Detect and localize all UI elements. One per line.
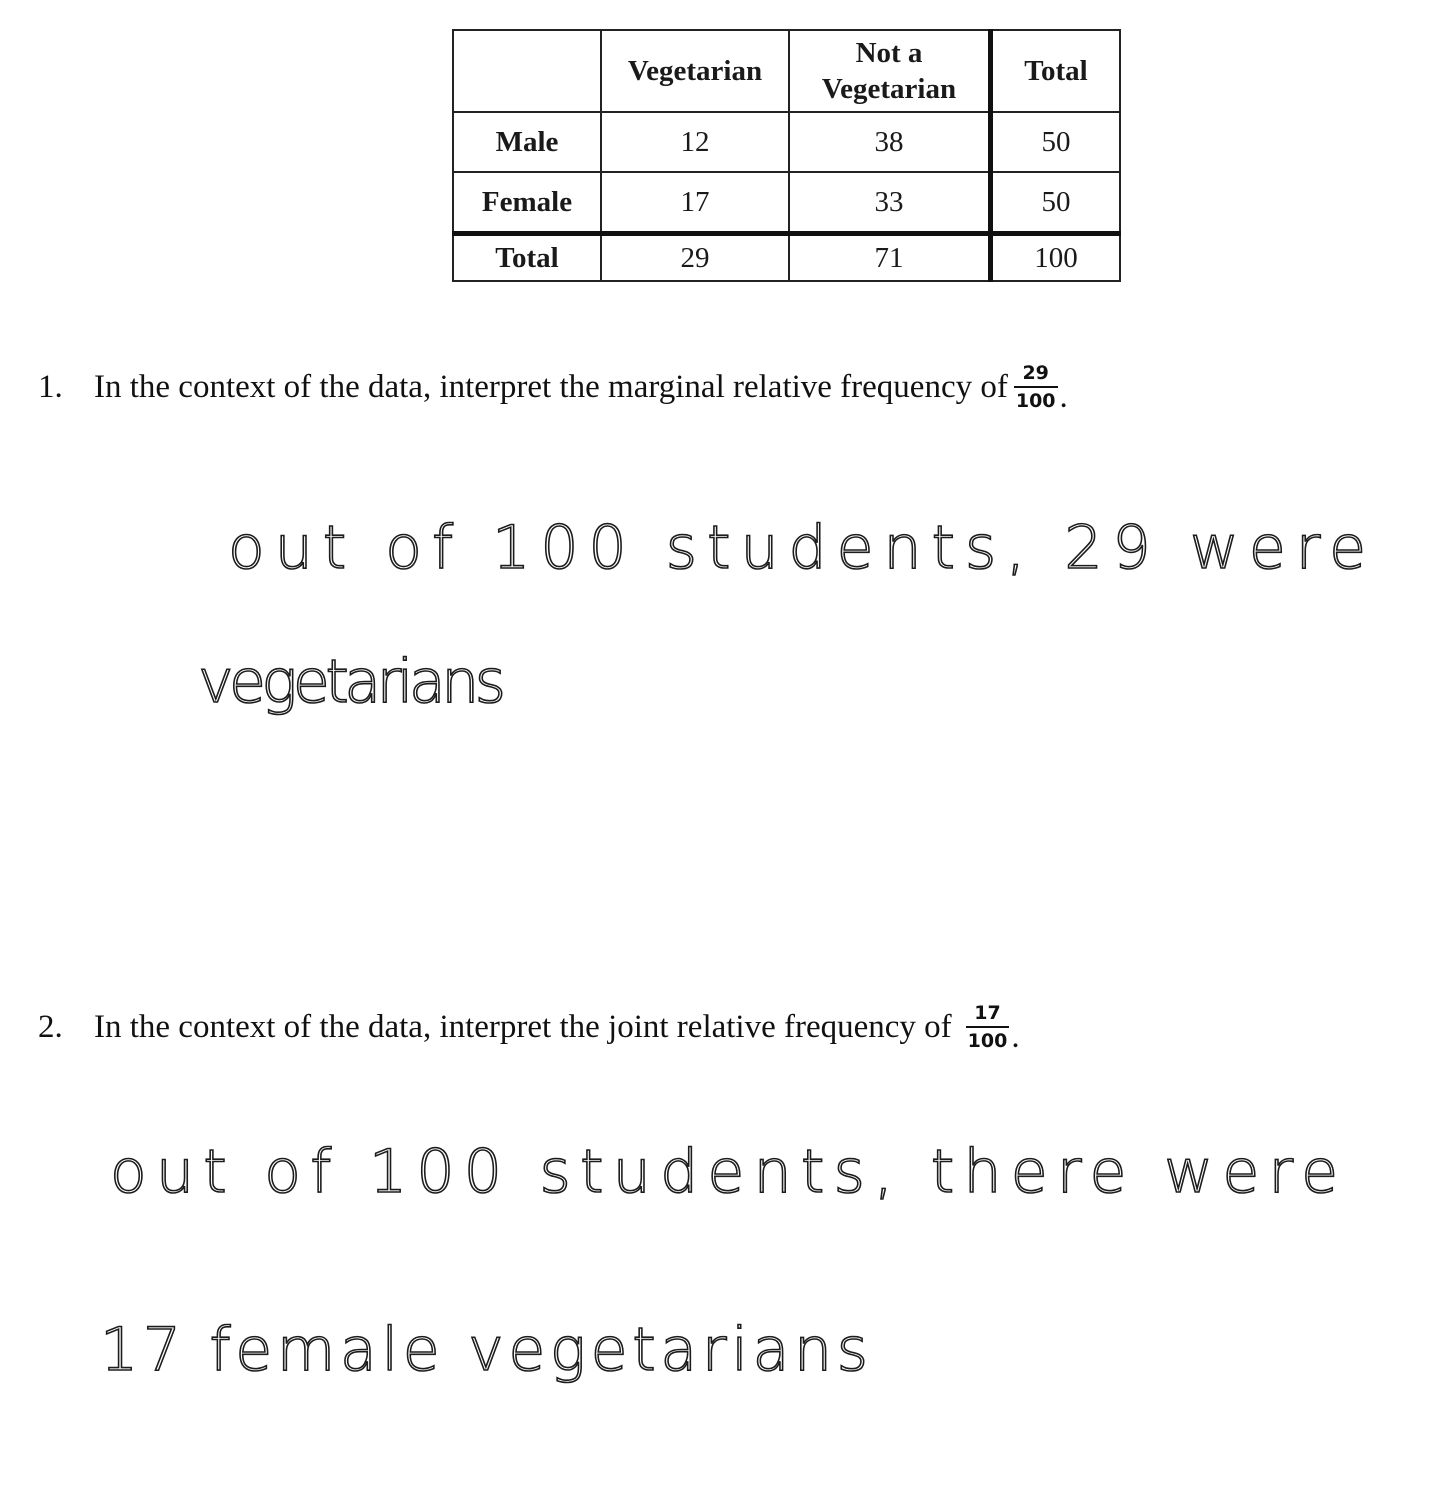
column-header-vegetarian: Vegetarian: [601, 30, 789, 112]
column-header-line-2: Vegetarian: [821, 73, 957, 105]
handwriting-svg: [228, 488, 1388, 598]
question-text: In the context of the data, interpret the joint relative frequency of: [94, 1008, 952, 1045]
fraction: [1014, 362, 1058, 412]
fraction-bar: [966, 1026, 1010, 1028]
question-period: .: [1059, 378, 1068, 415]
handwritten-text: vegetarians: [198, 647, 508, 717]
handwritten-text: out of 100 students, there were: [110, 1137, 1340, 1207]
row-label-male: Male: [453, 112, 601, 172]
table-cell: 33: [789, 172, 991, 234]
question-number: 2.: [38, 1008, 63, 1045]
table-cell: 38: [789, 112, 991, 172]
table-row: [453, 172, 1120, 234]
table-cell: 29: [601, 234, 789, 282]
row-label-total: Total: [453, 234, 601, 282]
column-header-total: Total: [991, 30, 1121, 112]
table-row: [453, 112, 1120, 172]
handwritten-text: out of 100 students, 29 were: [228, 513, 1368, 583]
fraction-bar: [1014, 386, 1058, 388]
table-cell: 12: [601, 112, 789, 172]
question-1: [38, 362, 1068, 415]
column-header-line-1: Not a: [855, 37, 923, 69]
handwritten-answer-line: [110, 1112, 1370, 1222]
handwriting-svg: [110, 1112, 1370, 1222]
fraction-denominator: 100: [1015, 390, 1056, 412]
table-cell: 100: [991, 234, 1121, 282]
table-cell: 71: [789, 234, 991, 282]
table-cell: 50: [991, 112, 1121, 172]
fraction: [966, 1002, 1010, 1052]
handwritten-answer-line: [228, 488, 1388, 598]
table-cell: 50: [991, 172, 1121, 234]
column-header-not-vegetarian: [789, 30, 991, 112]
fraction-numerator: 17: [974, 1002, 1001, 1024]
handwriting-svg: [198, 632, 538, 742]
handwritten-answer-line: [198, 632, 538, 742]
fraction-denominator: 100: [967, 1030, 1008, 1052]
row-label-female: Female: [453, 172, 601, 234]
table-corner-cell: [453, 30, 601, 112]
fraction-numerator: 29: [1022, 362, 1049, 384]
question-period: .: [1011, 1018, 1020, 1055]
question-text: In the context of the data, interpret the marginal relative frequency of: [94, 368, 1008, 405]
handwriting-svg: [100, 1300, 900, 1410]
question-2: [38, 1002, 1020, 1055]
table-cell: 17: [601, 172, 789, 234]
table-header-row: [453, 30, 1120, 112]
handwritten-text: 17 female vegetarians: [100, 1315, 870, 1385]
question-number: 1.: [38, 368, 63, 405]
handwritten-answer-line: [100, 1300, 900, 1410]
two-way-frequency-table: [452, 29, 1121, 282]
table-total-row: [453, 234, 1120, 282]
